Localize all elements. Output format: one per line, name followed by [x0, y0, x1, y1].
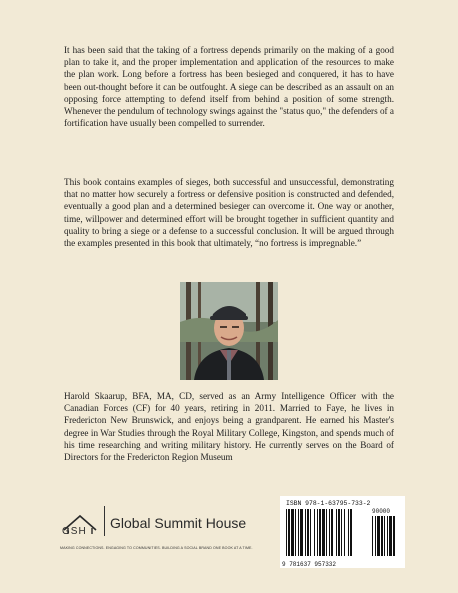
price-code: 90000: [372, 508, 391, 515]
author-photo: [180, 282, 278, 380]
publisher-logo-initials: GSH: [62, 526, 87, 537]
synopsis-paragraph-1: It has been said that the taking of a fortress depends primarily on the making of a good plan to take it, and the proper implementation and application of the resources to make the plan work. Long before a fortress has been besieged and conquered, it has to have been out-thought before it can be outfought. A siege can be described as an assault on an opposing force attempting to defend itself from behind a position of some strength. Whenever the pendulum of technology swings against the "status quo," the defenders of a fortification have usually been compelled to surrender.: [64, 45, 394, 129]
publisher-name: Global Summit House: [110, 515, 247, 531]
publisher-tagline: MAKING CONNECTIONS. ENGAGING TO COMMUNITIES. BUILDING A SOCIAL BRAND ONE BOOK AT A TIME.: [60, 546, 253, 550]
isbn-number: ISBN 978-1-63795-733-2: [286, 500, 371, 507]
author-bio: Harold Skaarup, BFA, MA, CD, served as an Army Intelligence Officer with the Canadian Forces (CF) for 40 years, retiring in 2011. Married to Faye, he lives in Fredericton New Brunswick, and enjoys being a grandparent. He earned his Master's degree in War Studies through the Royal Military College, Kingston, and spends much of his time researching and writing military history. He currently serves on the Board of Directors for the Fredericton Region Museum: [64, 391, 394, 463]
barcode-digits: 9 781637 957332: [282, 561, 337, 568]
logo-divider: [104, 506, 105, 536]
synopsis-paragraph-2: This book contains examples of sieges, both successful and unsuccessful, demonstrating that no matter how securely a fortress or defensive position is constructed and defended, eventually a good plan and a determined besieger can overcome it. One way or another, time, willpower and determined effort will be brought together in sufficient quantity and quality to bring a siege or a defense to a successful conclusion. It will be argued through the examples presented in this book that ultimately, “no fortress is impregnable.”: [64, 177, 394, 249]
